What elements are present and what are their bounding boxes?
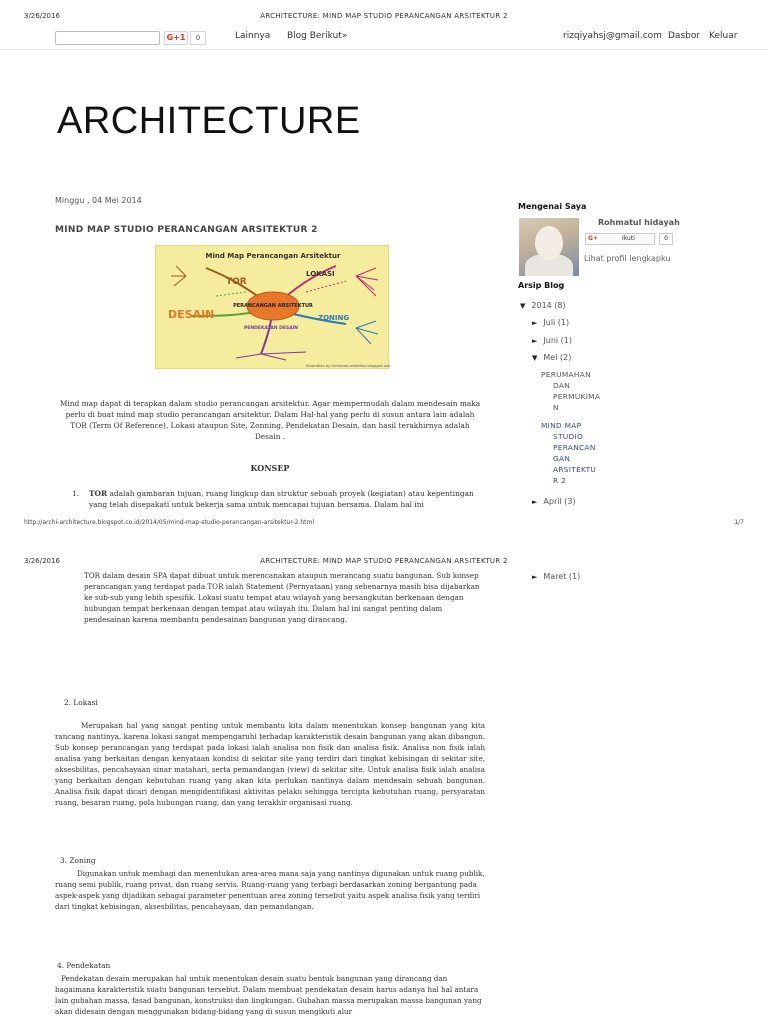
archive-month-mei[interactable] xyxy=(532,353,571,362)
blogger-navbar xyxy=(0,22,768,50)
archive-year-label: 2014 (8) xyxy=(531,301,566,310)
lokasi-paragraph: Merupakan hal yang sangat penting untuk membantu kita dalam menentukan konsep bangunan yang kita rancang nantinya, karena lokasi sangat mempengaruhi terhadap karakteristik desain bangunan yang akan dibangun. Sub konsep perancangan yang terdapat pada lokasi ialah analisa non fisik dan analisa fisik. Analisa non fisik ialah analisa yang berkaitan dengan kenyataan kondisi di sekitar site yang terdiri dari tingkat kebisingan di sekitar site, aksesbilitas, pencahayaan sinar matahari, serta pemandangan (view) di sekitar site. Untuk analisa fisik ialah analisa yang berkaitan dengan kebutuhan ruang yang akan kita perlukan nantinya dalam mendesain sebuah bangunan. Analisa fisik dapat dicari dengan mengidentifikasi aktivitas pelaku sehingga tercipta kebutuhan ruang, persyaratan ruang, besaran ruang, pola hubungan ruang, dan yang terakhir organisasi ruang. xyxy=(55,721,485,807)
mind-map-title: Mind Map Perancangan Arsitektur xyxy=(205,252,341,260)
archive-post-line: GAN xyxy=(553,454,571,463)
post-title[interactable]: MIND MAP STUDIO PERANCANGAN ARSITEKTUR 2 xyxy=(55,225,318,235)
navbar-search-input[interactable] xyxy=(55,31,160,45)
mind-map-drawing xyxy=(156,246,390,370)
archive-month-juli[interactable] xyxy=(532,318,569,327)
nav-signout-link[interactable]: Keluar xyxy=(709,31,738,41)
triangle-right-icon: ► xyxy=(532,573,538,581)
mind-map-node-tor: TOR xyxy=(226,277,247,287)
triangle-down-icon: ▼ xyxy=(532,354,538,362)
mind-map-node-desain: DESAIN xyxy=(168,308,215,321)
archive-heading: Arsip Blog xyxy=(518,281,565,290)
tor-term: TOR xyxy=(89,489,108,498)
nav-next-blog-link[interactable]: Blog Berikut» xyxy=(287,31,348,41)
print-title-page2: ARCHITECTURE: MIND MAP STUDIO PERANCANGAN ARSITEKTUR 2 xyxy=(260,557,508,565)
konsep-heading: KONSEP xyxy=(250,463,290,473)
archive-month-label: Maret (1) xyxy=(543,572,581,581)
archive-post-line: PERUMAHAN xyxy=(541,370,591,379)
mind-map-node-lokasi: LOKASI xyxy=(306,270,335,278)
mind-map-node-zoning: ZONING xyxy=(318,314,350,322)
print-url: http://archi-architecture.blogspot.co.id/2014/05/mind-map-studio-perancangan-arsitektur-2.html xyxy=(24,519,314,526)
tor-definition: adalah gambaran tujuan, ruang lingkup dan struktur sebuah proyek (kegiatan) atau kepentingan yang telah disepakati untuk bekerja sama untuk mencapai tujuan bersama. Dalam hal ini xyxy=(89,489,474,509)
zoning-paragraph: Digunakan untuk membagi dan menentukan area-area mana saja yang nantinya digunakan untuk ruang publik, ruang semi publik, ruang privat, dan ruang servis. Ruang-ruang yang terbagi berdasarkan zoning bergantung pada aspek-aspek yang dijadikan sebagai parameter penentuan area zoning tersebut yaitu aspek analisa fisik yang terdiri dari tingkat kebisingan, aksesbilitas, pencahayaan, dan pemandangan. xyxy=(55,869,485,911)
gplus-button[interactable]: G+1 xyxy=(164,31,188,45)
archive-month-label: April (3) xyxy=(543,497,576,506)
print-date-page2: 3/26/2016 xyxy=(24,557,60,565)
nav-more-link[interactable]: Lainnya xyxy=(235,31,271,41)
archive-post-line: R 2 xyxy=(553,476,567,485)
gplus-icon: G+ xyxy=(588,235,598,242)
archive-month-label: Juni (1) xyxy=(543,336,572,345)
print-title: ARCHITECTURE: MIND MAP STUDIO PERANCANGAN ARSITEKTUR 2 xyxy=(260,12,508,20)
post-date: Minggu , 04 Mei 2014 xyxy=(55,196,142,205)
tor-continued: TOR dalam desain SPA dapat dibuat untuk merencanakan ataupun merancang suatu bangunan. Sub konsep perancangan yang terdapat pada TOR ialah Statement (Pernyataan) yang sebenarnya masih bisa dijabarkan ke sub-sub yang lebih spesifik. Lokasi suatu tempat atau wilayah yang bersangkutan berkenaan dengan hubungan tempat berkenaan dengan tempat atau wilayah itu. Dalam hal ini sangat penting dalam pendesainan karena membantu pendesainan bangunan yang dirancang. xyxy=(84,571,480,624)
archive-post-perumahan[interactable] xyxy=(541,369,600,413)
archive-month-april[interactable] xyxy=(532,497,576,506)
print-page-number: 1/7 xyxy=(734,519,744,526)
mind-map-image[interactable] xyxy=(155,245,389,369)
triangle-down-icon: ▼ xyxy=(520,302,526,310)
archive-post-line: PERANCAN xyxy=(553,443,596,452)
zoning-heading: 3. Zoning xyxy=(60,856,96,865)
pendekatan-paragraph: Pendekatan desain merupakan hal untuk menentukan desain suatu bentuk bangunan yang dirancang dan bagaimana karakteristik suatu bangunan tersebut. Dalam membuat pendekatan desain harus adanya hal hal antara lain gubahan massa, fasad bangunan, konstruksi dan lingkungan. Gubahan massa merupakan massa bangunan yang akan didesain dengan menggunakan bidang-bidang yang di susun mengikuti alur xyxy=(55,974,482,1016)
triangle-right-icon: ► xyxy=(532,319,538,327)
mind-map-credit: Illustration by: Informasi-arsitektur.blogspot.com xyxy=(306,364,390,368)
blog-title[interactable]: ARCHITECTURE xyxy=(57,100,361,142)
pendekatan-heading: 4. Pendekatan xyxy=(57,961,111,970)
print-date: 3/26/2016 xyxy=(24,12,60,20)
profile-link[interactable]: Lihat profil lengkapku xyxy=(584,254,671,263)
triangle-right-icon: ► xyxy=(532,498,538,506)
archive-month-label: Mei (2) xyxy=(543,353,572,362)
user-email: rizqiyahsj@gmail.com xyxy=(563,31,662,41)
archive-month-maret[interactable] xyxy=(532,572,580,581)
archive-year-2014[interactable] xyxy=(520,301,566,310)
lokasi-heading: 2. Lokasi xyxy=(64,698,98,707)
post-intro: Mind map dapat di terapkan dalam studio perancangan arsitektur. Agar mempermudah dalam mendesain maka perlu di buat mind map studio perancangan arsitektur. Dalam Hal-hal yang perlu di susun antara lain adalah TOR (Term Of Reference), Lokasi ataupun Site, Zonning, Pendekatan Desain, dan hasil terakhirnya adalah Desain . xyxy=(59,399,481,441)
archive-post-line: DAN xyxy=(553,381,571,390)
profile-avatar[interactable] xyxy=(519,218,579,276)
gplus-count: 0 xyxy=(190,31,206,45)
archive-post-mind-map[interactable] xyxy=(541,420,596,486)
profile-name[interactable]: Rohmatul hidayah xyxy=(598,218,680,227)
about-heading: Mengenai Saya xyxy=(518,202,587,211)
triangle-right-icon: ► xyxy=(532,337,538,345)
archive-post-line: ARSITEKTU xyxy=(553,465,597,474)
follow-label: Ikuti xyxy=(622,235,635,242)
follow-button[interactable] xyxy=(585,233,655,245)
tor-paragraph xyxy=(89,488,485,510)
archive-post-line: STUDIO xyxy=(553,432,584,441)
archive-post-line: PERMUKIMA xyxy=(553,392,601,401)
archive-month-juni[interactable] xyxy=(532,336,572,345)
mind-map-node-pendekatan: PENDEKATAN DESAIN xyxy=(244,326,299,331)
archive-month-label: Juli (1) xyxy=(543,318,570,327)
follow-count: 0 xyxy=(659,233,673,245)
nav-dashboard-link[interactable]: Dasbor xyxy=(668,31,701,41)
list-number-1: 1. xyxy=(72,489,80,498)
archive-post-line: N xyxy=(553,403,559,412)
mind-map-center: PERANCANGAN ARSITEKTUR xyxy=(233,303,313,309)
archive-post-line: MIND MAP xyxy=(541,421,582,430)
